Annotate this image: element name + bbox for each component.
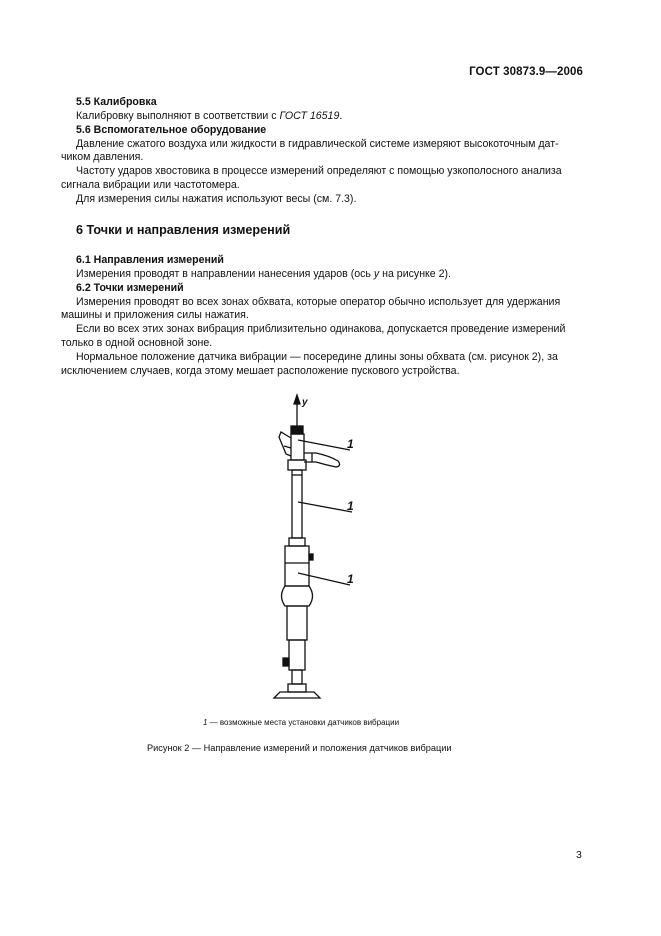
section-5-6-para2-line1: Частоту ударов хвостовика в процессе измерений определяют с помощью узкополосного анализа [76,165,562,177]
section-6-2-para1-line2: машины и приложения силы нажатия. [61,309,249,321]
section-5-6-para2-line2: сигнала вибрации или частотомера. [61,179,240,191]
callout-leader-3 [298,573,350,585]
section-6-1-text-post: на рисунке 2). [379,268,452,280]
y-axis-label: y [302,397,308,408]
lower-cylinder-neck [289,640,305,670]
section-6-2-para2-line2: только в одной основной зоне. [61,337,213,349]
figure-legend-number: 1 [203,718,208,727]
housing-collar [288,460,306,470]
y-axis-arrowhead [294,395,300,404]
section-5-6-para3: Для измерения силы нажатия используют весы (см. 7.3). [76,193,357,205]
page-number: 3 [576,849,582,861]
figure-caption: Рисунок 2 — Направление измерений и положения датчиков вибрации [147,743,452,753]
section-6-2-para3-line1: Нормальное положение датчика вибрации — посередине длины зоны обхвата (см. рисунок 2), за [76,351,558,363]
document-standard-number: ГОСТ 30873.9—2006 [469,66,583,78]
section-5-5-text-post: . [339,110,343,122]
section-6-2-para2-line1: Если во всех этих зонах вибрация приблизительно одинакова, допускается проведение измерений [76,323,566,335]
section-5-6-para1-line1: Давление сжатого воздуха или жидкости в гидравлической системе измеряют высокоточным дат- [76,138,559,150]
upper-housing [291,434,304,460]
top-cap [291,426,303,434]
barrel-top-collar [289,538,305,546]
section-6-2-para3-line2: исключением случаев, когда этому мешает расположение пускового устройства. [61,365,460,377]
figure-tool-drawing [250,390,380,710]
section-6-2-para1-line1: Измерения проводят во всех зонах обхвата, которые оператор обычно использует для удержания [76,296,561,308]
lower-cylinder [287,606,307,640]
lower-side-stud [283,658,289,666]
callout-leader-2 [298,502,352,512]
section-5-5-heading: 5.5 Калибровка [76,96,157,108]
barrel-side-stud [309,554,313,560]
right-handle [304,453,340,467]
section-5-5-text [76,109,342,123]
barrel-body [285,546,309,586]
tool-shaft [292,470,302,538]
section-5-5-text-pre: Калибровку выполняют в соответствии с [76,110,280,122]
section-6-1-text [76,267,451,281]
section-6-1-heading: 6.1 Направления измерений [76,254,224,266]
callout-number-2: 1 [347,499,354,513]
left-lever [279,432,291,456]
section-5-6-para1-line2: чиком давления. [61,151,144,163]
figure-legend-text: — возможные места установки датчиков вибрации [207,718,400,727]
section-5-6-heading: 5.6 Вспомогательное оборудование [76,124,267,136]
axis-reference: y [373,268,380,280]
barrel-bulge [282,586,313,606]
left-lever-link [284,446,291,448]
chisel-shank [292,670,302,684]
callout-number-3: 1 [347,572,354,586]
callout-leader-1 [298,440,350,450]
section-6-heading: 6 Точки и направления измерений [76,223,291,237]
section-6-2-heading: 6.2 Точки измерений [76,282,184,294]
callout-number-1: 1 [347,437,354,451]
chisel-collar [288,684,306,692]
figure-legend [203,718,399,727]
section-6-1-text-pre: Измерения проводят в направлении нанесения ударов (ось [76,268,374,280]
chisel-blade [274,692,320,698]
gost-reference: ГОСТ 16519 [279,110,340,122]
